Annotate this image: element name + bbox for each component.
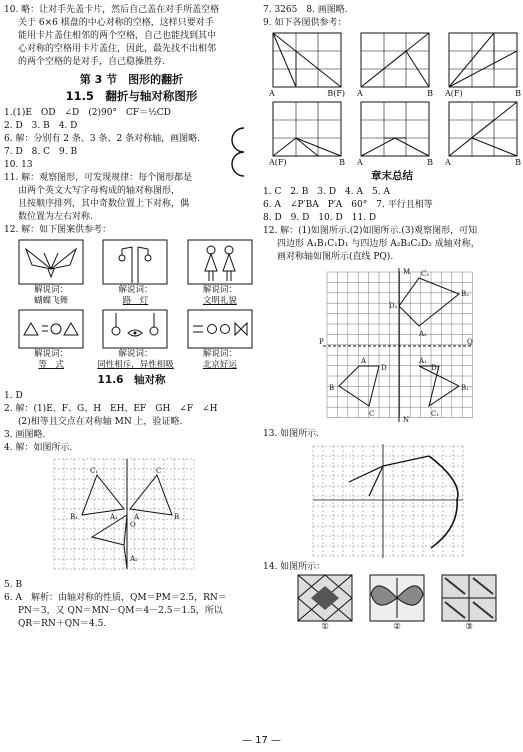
vertex-label: A(F) <box>445 89 463 98</box>
vertex-label: A <box>445 158 451 167</box>
pattern-item <box>369 574 425 633</box>
answer-line: 14. 如图所示： <box>263 562 326 572</box>
answer-line: 1.(1)E OD ∠D (2)90° CF＝½CD <box>4 108 171 118</box>
fold-square-figure <box>357 31 433 89</box>
answer-10-line: 心对称的空格用卡片盖住，因此，最先找不出相邻 <box>18 44 217 54</box>
design-figure <box>12 309 90 371</box>
label-d1: D₁ <box>431 364 440 372</box>
design-figure <box>12 239 90 307</box>
fold-square-figure <box>445 100 521 158</box>
pattern-figure <box>297 574 353 622</box>
answer-line: 1. C 2. B 3. D 4. A 5. A <box>263 187 390 197</box>
fold-square <box>357 31 433 98</box>
point-label-a1: A₁ <box>110 513 118 521</box>
answer-line: 13. 如图所示. <box>263 429 320 439</box>
answer-line: 2. D 3. B 4. D <box>4 121 78 131</box>
streetlight-design <box>102 239 168 285</box>
answer-line: 3. 画图略. <box>4 430 46 440</box>
pattern-label: ③ <box>465 622 473 632</box>
beijing-design <box>187 309 253 349</box>
pattern-item <box>297 574 353 633</box>
butterfly-design <box>18 239 84 285</box>
pattern-label: ① <box>321 622 329 632</box>
caption-label: 解说词： <box>118 349 153 359</box>
answer-line: 7. 3265 8. 画图略. <box>263 5 348 15</box>
answer-10-line: 能用卡片盖住相邻的两个空格，自己也能找到其中 <box>18 31 217 41</box>
lesson-heading: 11.6 轴对称 <box>97 374 166 386</box>
caption-value: 北京好运 <box>202 360 237 370</box>
vertex-label: B <box>515 89 521 98</box>
pattern-item <box>441 574 497 633</box>
answer-line: 10. 13 <box>4 160 33 170</box>
vertex-label: B(F) <box>327 89 345 98</box>
grid-figure-q4 <box>4 457 259 577</box>
answer-line: QR＝RN＋QN＝4.5. <box>18 619 107 629</box>
answer-line: 4. 解：如图所示. <box>4 443 73 453</box>
answer-10-line: 10. 略：让对手先盖卡片，然后自己盖在对手所盖空格 <box>4 5 220 15</box>
answer-line: 6. A 解析：由轴对称的性质，QM＝PM＝2.5，RN＝ <box>4 593 227 603</box>
vertex-label: B <box>515 158 521 167</box>
lesson-heading: 11.5 翻折与轴对称图形 <box>65 89 198 103</box>
coordinate-grid <box>52 457 202 577</box>
caption-label: 解说词： <box>34 285 69 295</box>
section-title: 第 3 节 图形的翻折 <box>79 73 184 86</box>
answer-line: 12. 解：(1)如图所示.(2)如图所示.(3)观察图形，可知 <box>263 226 478 236</box>
answer-line: 6. 解：分别有 2 条、3 条、2 条对称轴，画图略. <box>4 134 200 144</box>
label-a: A <box>361 357 367 365</box>
reflection-grid <box>319 266 475 426</box>
answer-line: PN＝3，又 QN＝MN－QM＝4－2.5＝1.5，所以 <box>18 606 223 616</box>
fold-square-figure <box>269 31 345 89</box>
pattern-figure <box>441 574 497 622</box>
caption-value: 等 式 <box>38 360 64 370</box>
vertex-label: B <box>339 158 345 167</box>
caption-label: 解说词： <box>34 349 69 359</box>
label-m: M <box>403 268 411 276</box>
label-q: Q <box>467 338 473 346</box>
design-figure <box>96 309 174 371</box>
label-c1: C₁ <box>431 410 440 418</box>
point-label-c: C <box>156 467 162 475</box>
answer-line: 9. 如下各图供参考： <box>263 18 347 28</box>
vertex-label: B <box>427 89 433 98</box>
caption-value: 路 灯 <box>122 296 149 306</box>
answer-line: 7. D 8. C 9. B <box>4 147 78 157</box>
design-row-1 <box>4 239 259 307</box>
caption-label: 解说词： <box>202 349 237 359</box>
answer-10-line: 关于 6×6 棋盘的中心对称的空格，这样只要对手 <box>18 18 214 28</box>
answer-line: 四边形 A₁B₁C₁D₁ 与四边形 A₂B₂C₂D₂ 成轴对称， <box>277 239 480 249</box>
chapter-summary-heading: 章末总结 <box>371 170 413 182</box>
label-c2: C₂ <box>421 270 430 278</box>
caption-label: 解说词： <box>202 285 237 295</box>
vertex-label: A <box>357 89 363 98</box>
fold-square <box>357 100 433 167</box>
courtesy-design <box>187 239 253 285</box>
equation-design <box>18 309 84 349</box>
pattern-row <box>263 574 521 633</box>
vertex-label: B <box>427 158 433 167</box>
left-column <box>4 4 259 631</box>
caption-value: 蝴蝶飞舞 <box>34 296 69 306</box>
fold-square-figure <box>357 100 433 158</box>
fold-square <box>445 31 521 98</box>
quad-abcd <box>339 366 379 406</box>
grid-figure-q12 <box>263 266 521 426</box>
letter-pair-figure <box>220 124 256 180</box>
caption-value: 同性相斥，异性相吸 <box>97 360 174 370</box>
point-label-b: B <box>174 513 180 521</box>
fold-square-figure <box>445 31 521 89</box>
fold-square <box>445 100 521 167</box>
answer-line: 12. 解：如下图案供参考： <box>4 225 112 235</box>
label-d2: D₂ <box>389 302 398 310</box>
caption-value: 文明礼貌 <box>202 296 237 306</box>
design-row-2 <box>4 309 259 371</box>
answer-line: 8. D 9. D 10. D 11. D <box>263 213 377 223</box>
right-column <box>263 4 521 633</box>
label-n: N <box>403 416 410 424</box>
square-fold-row-2 <box>263 100 521 167</box>
quad-a2b2c2d2 <box>399 278 459 326</box>
magnet-design <box>102 309 168 349</box>
pattern-figure <box>369 574 425 622</box>
point-label-o: O <box>130 521 136 529</box>
vertex-label: A <box>269 89 275 98</box>
page-number: — 17 — <box>241 735 282 746</box>
label-d: D <box>381 364 387 372</box>
answer-line: 由两个英文大写字母构成的轴对称图形， <box>18 186 181 196</box>
fold-square <box>269 31 345 98</box>
point-label-c1: C₁ <box>90 467 99 475</box>
square-fold-row-1 <box>263 31 521 98</box>
answer-line: 2. 解：(1)E、F、G、H EH、EF GH ∠F ∠H <box>4 404 218 414</box>
design-figure <box>181 239 259 307</box>
vertex-label: A(F) <box>269 158 287 167</box>
point-label-b1: B₁ <box>70 513 78 521</box>
caption-label: 解说词： <box>118 285 153 295</box>
label-c: C <box>369 410 375 418</box>
label-b2: B₂ <box>461 290 469 298</box>
answer-line: 6. A ∠P′BA P′A 60° 7. 平行且相等 <box>263 200 433 210</box>
fold-square <box>269 100 345 167</box>
answer-line: 1. D <box>4 391 23 401</box>
design-figure <box>96 239 174 307</box>
label-a2: A₂ <box>419 330 427 338</box>
label-b1: B₁ <box>461 384 469 392</box>
answer-line: 且按顺序排列，其中奇数位置上下对称，偶 <box>18 199 190 209</box>
design-figure <box>181 309 259 371</box>
grid-figure-q13 <box>263 442 521 560</box>
answer-line: 画对称轴如图所示(直线 PQ). <box>277 252 394 262</box>
label-b: B <box>329 384 335 392</box>
answer-line: (2)相等且交点在对称轴 MN 上，验证略. <box>18 417 183 427</box>
curve <box>429 456 458 548</box>
fold-square-figure <box>269 100 345 158</box>
semicircle-grid <box>309 442 465 560</box>
answer-line: 5. B <box>4 580 23 590</box>
point-label-a: A <box>134 513 140 521</box>
answer-line: 11. 解：观察图形，可发现规律：每个图形都是 <box>4 173 193 183</box>
label-p: P <box>319 338 324 346</box>
vertex-label: A <box>357 158 363 167</box>
quad-a1b1c1d1 <box>419 366 459 406</box>
point-label-a2: A₂ <box>130 555 138 563</box>
answer-10-line: 的两个空格的是对手，自己稳操胜券. <box>18 57 165 67</box>
label-a1: A₁ <box>419 357 427 365</box>
pattern-label: ② <box>393 622 401 632</box>
answer-line: 数位置为左右对称. <box>18 212 93 222</box>
